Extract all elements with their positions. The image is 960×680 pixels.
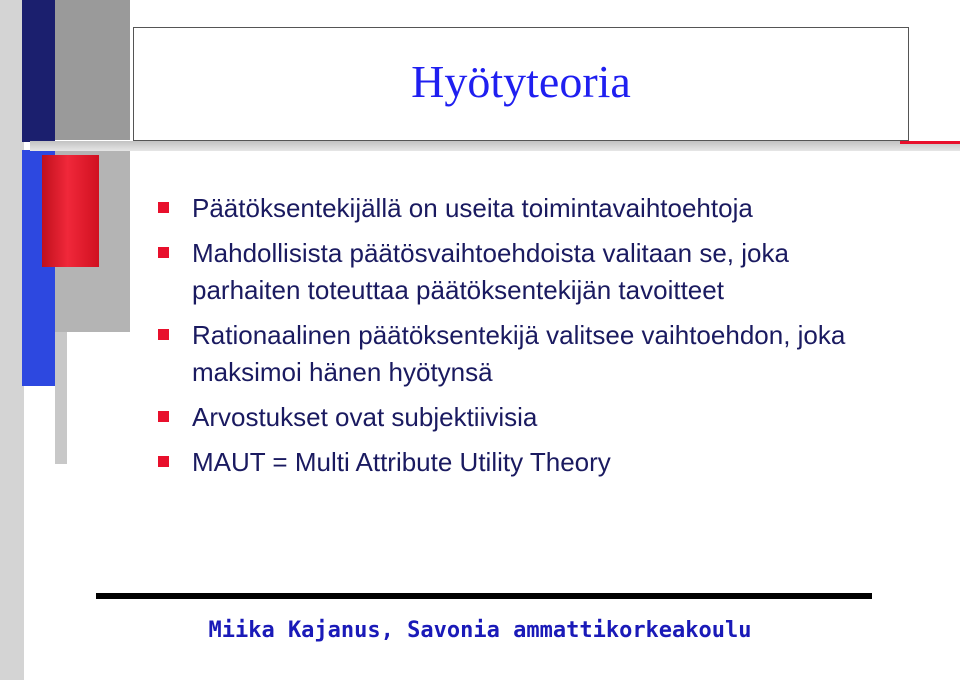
bullet-text: Rationaalinen päätöksentekijä valitsee vaihtoehdon, joka maksimoi hänen hyötynsä: [192, 320, 846, 387]
bullet-list: [157, 190, 877, 489]
bullet-square-icon: [158, 202, 169, 213]
decor-bar-navy: [22, 0, 55, 142]
slide-title: Hyötyteoria: [411, 55, 631, 107]
bullet-text: Arvostukset ovat subjektiivisia: [192, 402, 538, 432]
decor-bar-lightgray: [0, 0, 24, 680]
bullet-text: Päätöksentekijällä on useita toimintavaihtoehtoja: [192, 193, 753, 223]
bullet-item: [157, 317, 877, 391]
decor-bar-lowgray: [55, 332, 67, 464]
bullet-item: [157, 399, 877, 436]
footer-divider: [96, 593, 872, 599]
bullet-text: MAUT = Multi Attribute Utility Theory: [192, 447, 611, 477]
decor-bar-red: [42, 155, 99, 267]
bullet-square-icon: [158, 411, 169, 422]
bullet-square-icon: [158, 329, 169, 340]
bullet-square-icon: [158, 456, 169, 467]
bullet-item: [157, 444, 877, 481]
bullet-text: Mahdollisista päätösvaihtoehdoista valitaan se, joka parhaiten toteuttaa päätöksentekijän tavoitteet: [192, 238, 789, 305]
title-shadow: [30, 141, 960, 151]
footer-author: Miika Kajanus, Savonia ammattikorkeakoulu: [208, 618, 752, 643]
bullet-item: [157, 190, 877, 227]
bullet-square-icon: [158, 247, 169, 258]
title-box: [133, 27, 909, 141]
title-red-underline: [900, 141, 960, 144]
bullet-item: [157, 235, 877, 309]
